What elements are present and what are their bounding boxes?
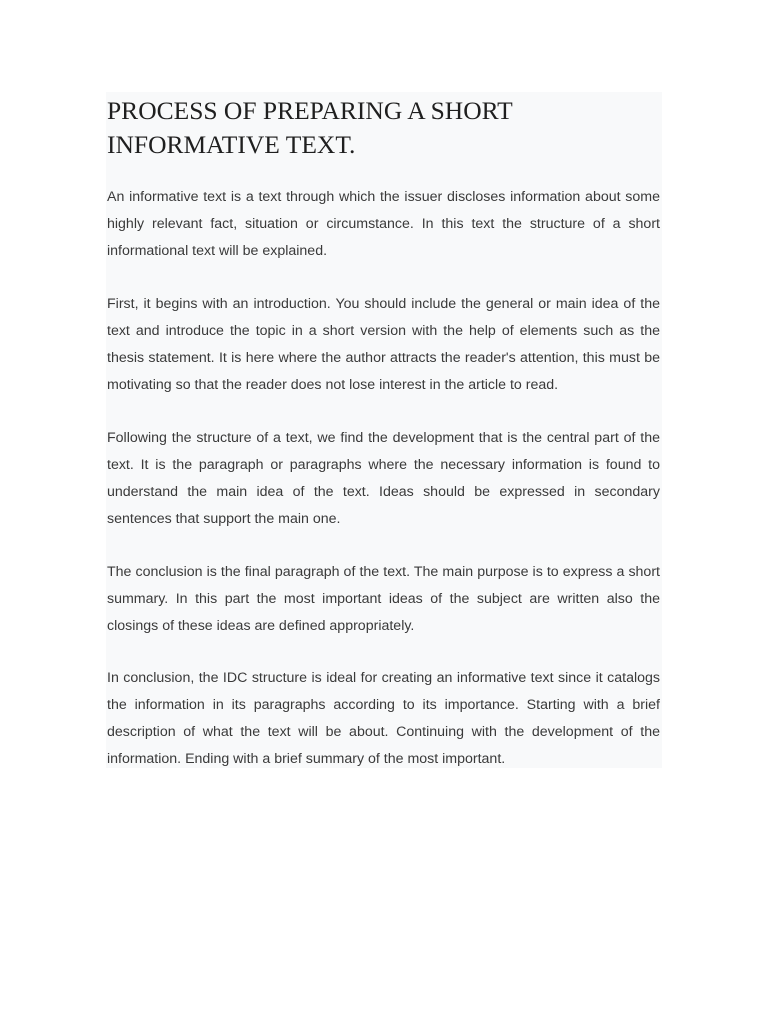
- paragraph-development-section: Following the structure of a text, we find the development that is the central part of the text. It is the paragraph or paragraphs where the necessary information is found to understand the main idea of the text. Ideas should be expressed in secondary sentences that support the main one.: [107, 430, 660, 527]
- paragraph-final-summary: In conclusion, the IDC structure is ideal for creating an informative text since it catalogs the information in its paragraphs according to its importance. Starting with a brief description of what the text will be about. Continuing with the development of the information. Ending with a brief summary of the most important.: [107, 670, 660, 767]
- paragraph-introduction-section: First, it begins with an introduction. You should include the general or main idea of the text and introduce the topic in a short version with the help of elements such as the thesis statement. It is here where the author attracts the reader's attention, this must be motivating so that the reader does not lose interest in the article to read.: [107, 296, 660, 393]
- paragraph-conclusion-section: The conclusion is the final paragraph of the text. The main purpose is to express a short summary. In this part the most important ideas of the subject are written also the closings of these ideas are defined appropriately.: [107, 564, 660, 634]
- paragraph-intro: An informative text is a text through which the issuer discloses information about some highly relevant fact, situation or circumstance. In this text the structure of a short informational text will be explained.: [107, 189, 660, 259]
- document-title: PROCESS OF PREPARING A SHORT INFORMATIVE TEXT.: [107, 96, 513, 159]
